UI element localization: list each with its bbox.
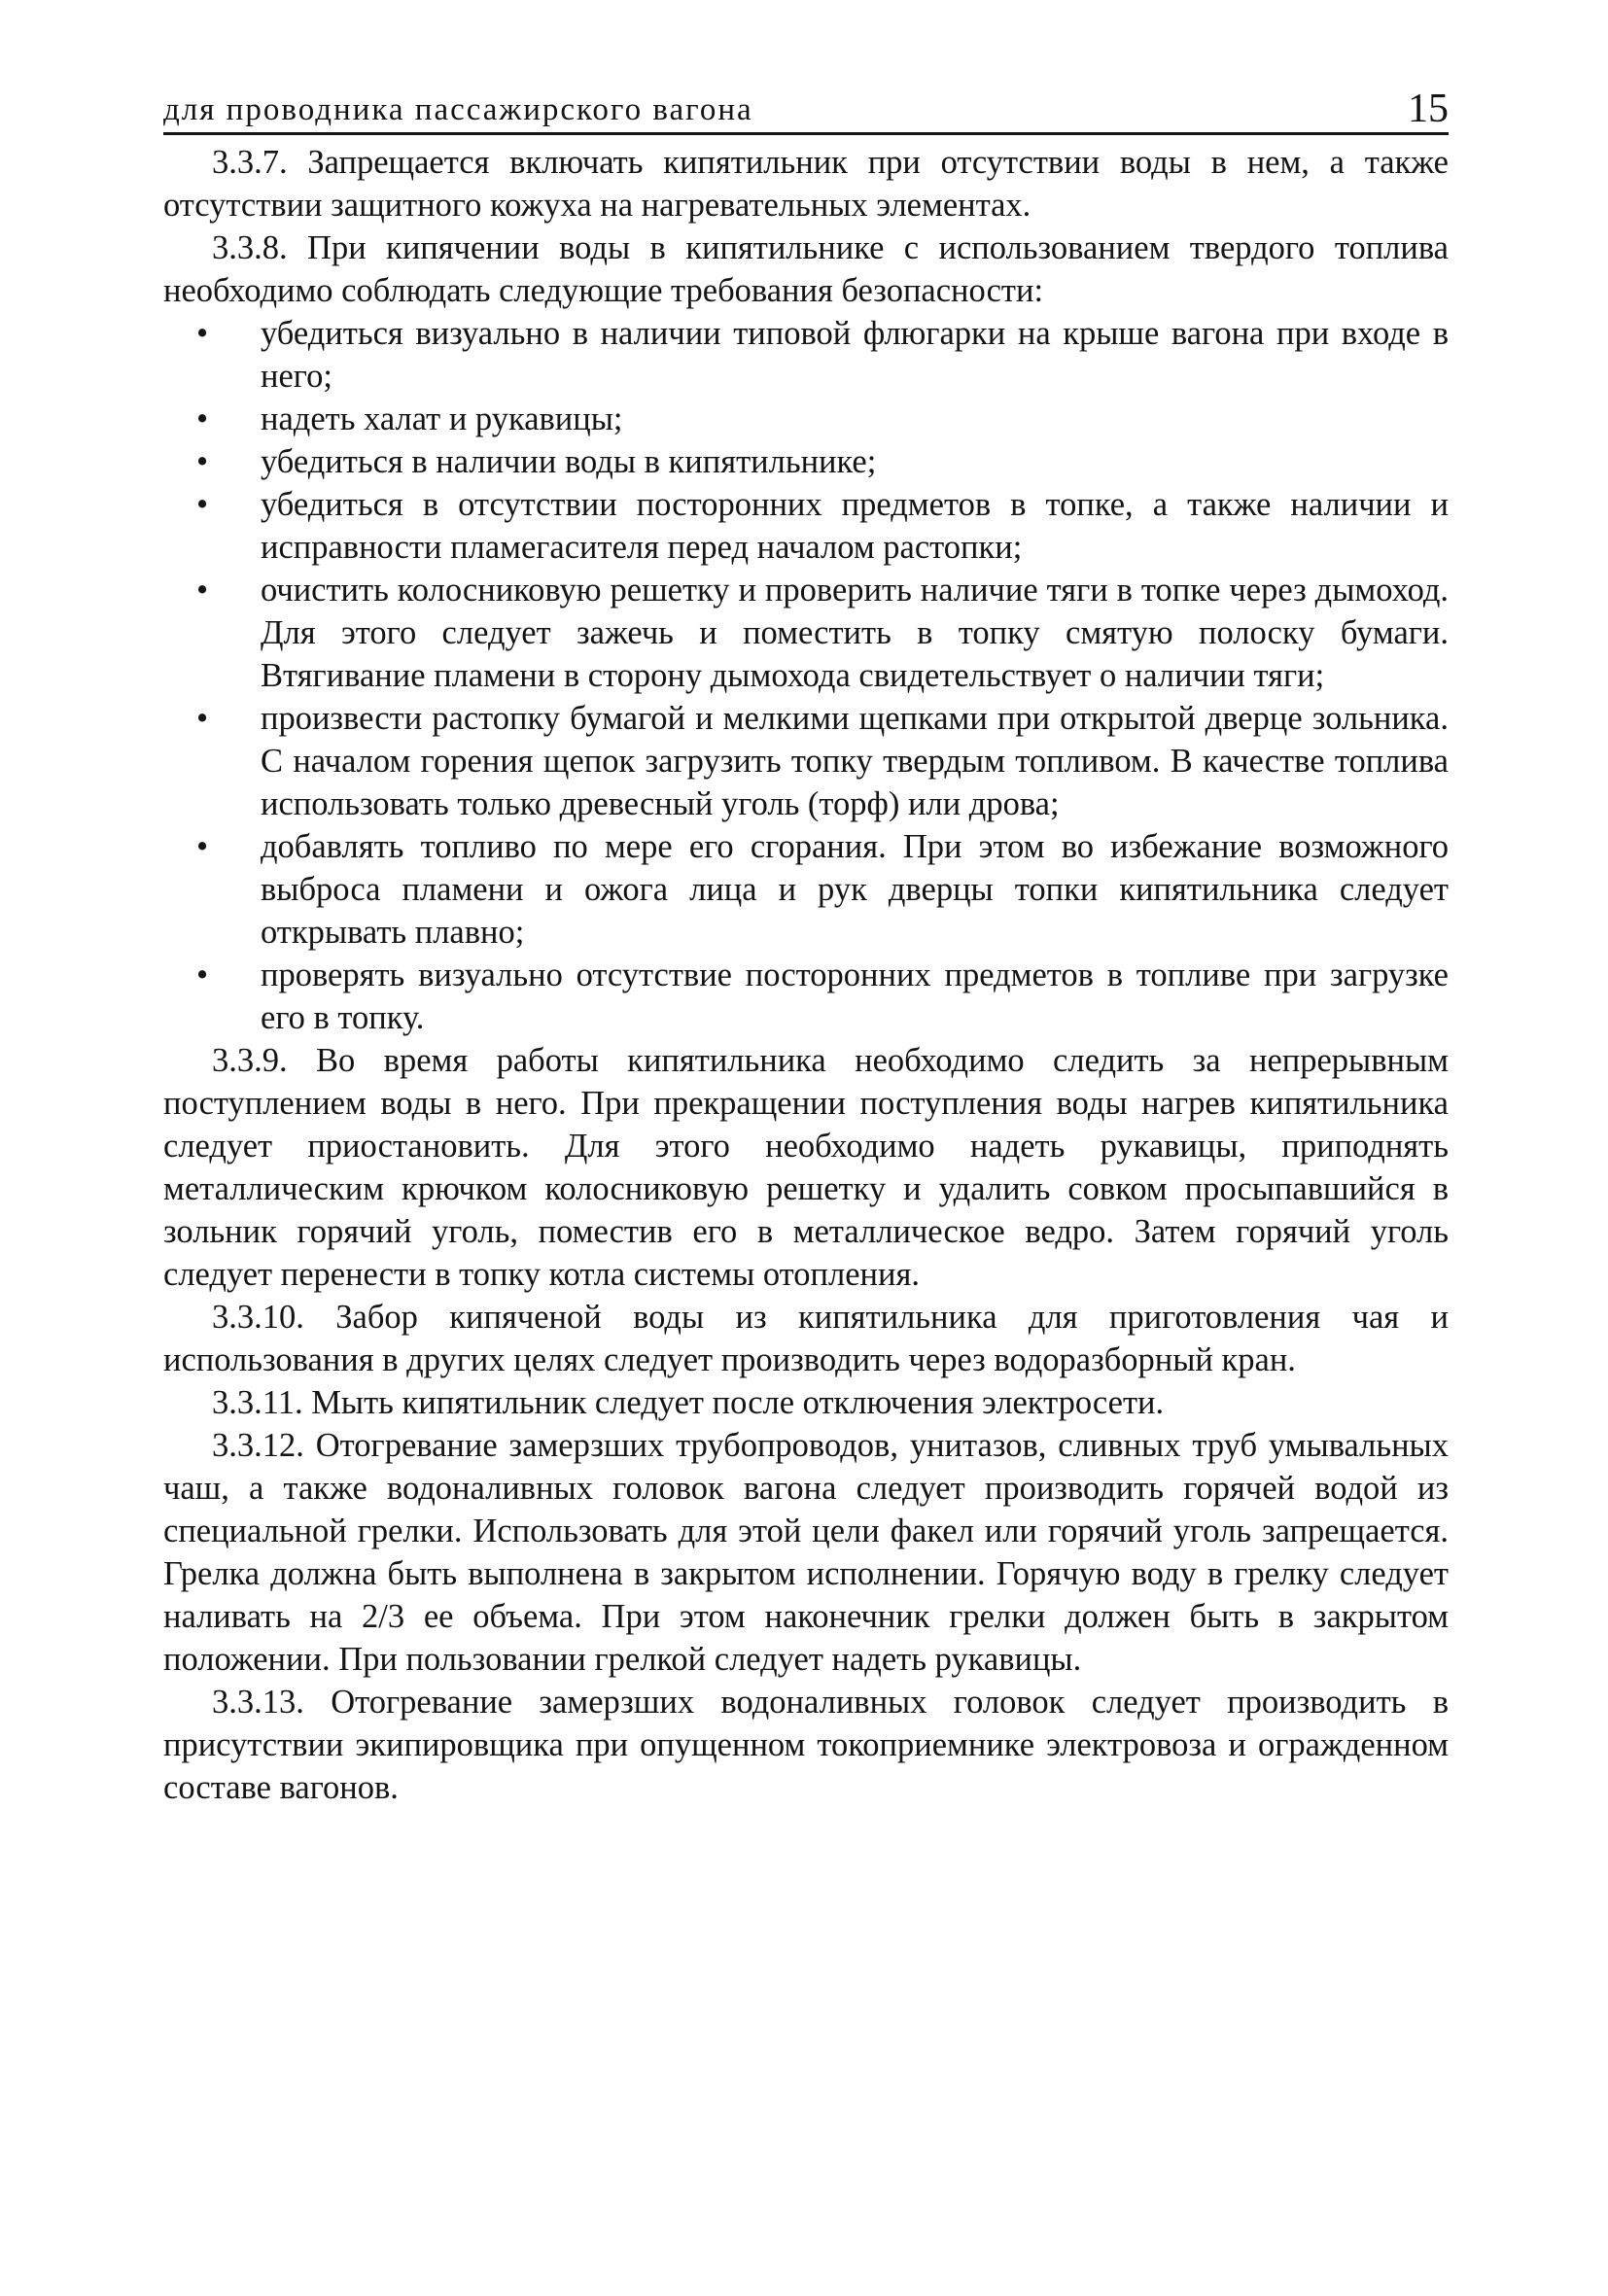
list-item-text: убедиться визуально в наличии типовой флюгарки на крыше вагона при входе в него; xyxy=(261,315,1449,395)
page-number: 15 xyxy=(1408,87,1449,131)
paragraph-3-3-9: 3.3.9. Во время работы кипятильника необходимо следить за непрерывным поступлением воды в него. При прекращении поступления воды нагрев кипятильника следует приостановить. Для этого необходимо надеть рукавицы, приподнять металлическим крючком колосниковую решетку и удалить совком просыпавшийся в зольник горячий уголь, поместив его в металлическое ведро. Затем горячий уголь следует перенести в топку котла системы отопления. xyxy=(163,1042,1449,1293)
list-item xyxy=(196,398,1449,440)
paragraph-3-3-7: 3.3.7. Запрещается включать кипятильник при отсутствии воды в нем, а также отсутствии защитного кожуха на нагревательных элементах. xyxy=(163,144,1449,224)
paragraph-3-3-13: 3.3.13. Отогревание замерзших водоналивных головок следует производить в присутствии экипировщика при опущенном токоприемнике электровоза и огражденном составе вагонов. xyxy=(163,1684,1449,1806)
list-item-text: убедиться в отсутствии посторонних предметов в топке, а также наличии и исправности пламегасителя перед началом растопки; xyxy=(261,486,1449,566)
list-item-text: добавлять топливо по мере его сгорания. При этом во избежание возможного выброса пламени и ожога лица и рук дверцы топки кипятильника следует открывать плавно; xyxy=(261,828,1449,951)
list-item-text: проверять визуально отсутствие посторонних предметов в топливе при загрузке его в топку. xyxy=(261,957,1449,1036)
page-body xyxy=(163,141,1449,1809)
list-item xyxy=(196,440,1449,483)
bullet-icon: • xyxy=(196,572,209,609)
paragraph-3-3-12: 3.3.12. Отогревание замерзших трубопроводов, унитазов, сливных труб умывальных чаш, а также водоналивных головок вагона следует производить горячей водой из специальной грелки. Использовать для этой цели факел или горячий уголь запрещается. Грелка должна быть выполнена в закрытом исполнении. Горячую воду в грелку следует наливать на 2/3 ее объема. При этом наконечник грелки должен быть в закрытом положении. При пользовании грелкой следует надеть рукавицы. xyxy=(163,1427,1449,1678)
bullet-icon: • xyxy=(196,400,209,437)
paragraph-3-3-8: 3.3.8. При кипячении воды в кипятильнике с использованием твердого топлива необходимо соблюдать следующие требования безопасности: xyxy=(163,229,1449,309)
bullet-icon: • xyxy=(196,700,209,737)
bullet-icon: • xyxy=(196,957,209,993)
list-item xyxy=(196,569,1449,697)
bullet-icon: • xyxy=(196,828,209,865)
paragraph-3-3-10: 3.3.10. Забор кипяченой воды из кипятильника для приготовления чая и использования в других целях следует производить через водоразборный кран. xyxy=(163,1299,1449,1378)
paragraph-3-3-11: 3.3.11. Мыть кипятильник следует после отключения электросети. xyxy=(212,1384,1165,1421)
running-title: для проводника пассажирского вагона xyxy=(163,92,753,127)
list-item-text: убедиться в наличии воды в кипятильнике; xyxy=(261,443,877,480)
list-item-text: произвести растопку бумагой и мелкими щепками при открытой дверце зольника. С началом горения щепок загрузить топку твердым топливом. В качестве топлива использовать только древесный уголь (торф) или дрова; xyxy=(261,700,1449,822)
running-header xyxy=(163,76,1449,135)
bullet-icon: • xyxy=(196,486,209,523)
list-item xyxy=(196,312,1449,398)
list-item xyxy=(196,697,1449,825)
list-item xyxy=(196,954,1449,1039)
bullet-icon: • xyxy=(196,315,209,352)
book-page xyxy=(163,76,1449,1809)
list-item xyxy=(196,825,1449,954)
safety-requirements-list xyxy=(163,312,1449,1039)
bullet-icon: • xyxy=(196,443,209,480)
list-item-text: очистить колосниковую решетку и проверить наличие тяги в топке через дымоход. Для этого следует зажечь и поместить в топку смятую полоску бумаги. Втягивание пламени в сторону дымохода свидетельствует о наличии тяги; xyxy=(261,572,1449,694)
list-item-text: надеть халат и рукавицы; xyxy=(261,400,623,437)
list-item xyxy=(196,483,1449,569)
